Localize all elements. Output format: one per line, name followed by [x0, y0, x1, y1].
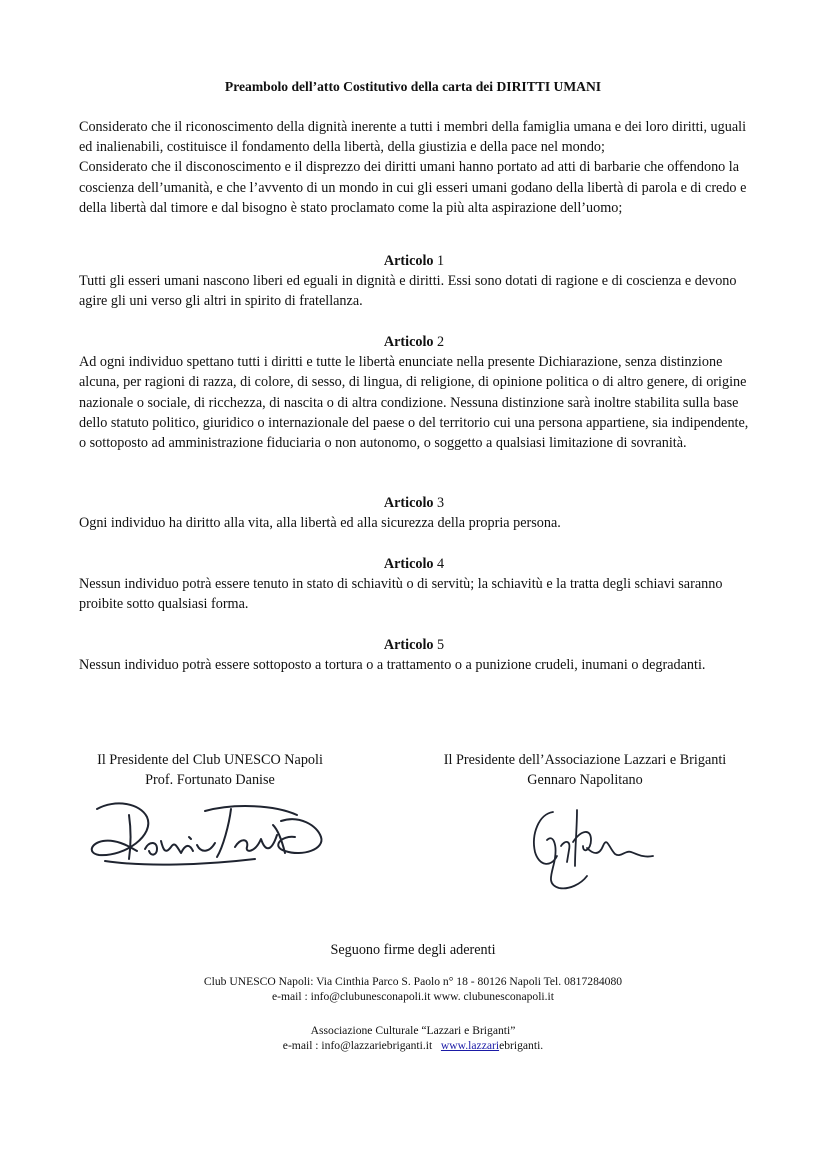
article-text: Nessun individuo potrà essere tenuto in stato di schiavitù o di servitù; la schiavitù e la tratta degli schiavi saranno proibite sotto qualsiasi forma.	[79, 576, 723, 613]
association-website-rest: ebriganti.	[499, 1039, 544, 1052]
footer-association-name: Associazione Culturale “Lazzari e Briganti”	[310, 1024, 516, 1037]
article-heading: Articolo 2	[383, 334, 445, 350]
preamble-paragraph-1: Considerato che il riconoscimento della dignità inerente a tutti i membri della famiglia umana e dei loro diritti, uguali ed inalienabili, costituisce il fondamento della libertà, della giustizia e della pace nel mondo;	[79, 119, 747, 156]
preamble	[79, 117, 749, 218]
article-heading: Articolo 5	[383, 637, 445, 653]
signature-block-right	[420, 750, 750, 791]
signatures-follow-note: Seguono firme degli aderenti	[330, 942, 496, 958]
association-website-link[interactable]: www.lazzari	[440, 1039, 500, 1052]
article-text: Nessun individuo potrà essere sottoposto a tortura o a trattamento o a punizione crudeli, inumani o degradanti.	[79, 657, 706, 674]
handwritten-signature-left	[85, 795, 335, 875]
signatory-role: Il Presidente del Club UNESCO Napoli	[97, 752, 323, 768]
footer-club-contact: e-mail : info@clubunesconapoli.it www. clubunesconapoli.it	[272, 990, 554, 1003]
footer-club-address: Club UNESCO Napoli: Via Cinthia Parco S. Paolo n° 18 - 80126 Napoli Tel. 0817284080	[203, 975, 623, 988]
article-4	[79, 554, 749, 615]
signature-block-left	[60, 750, 360, 791]
preamble-paragraph-2: Considerato che il disconoscimento e il disprezzo dei diritti umani hanno portato ad atti di barbarie che offendono la coscienza dell’umanità, e che l’avvento di un mondo in cui gli esseri umani godano della libertà di parola e di credo e della libertà dal timore e dal bisogno è stato proclamato come la più alta aspirazione dell’uomo;	[79, 159, 747, 216]
article-heading: Articolo 1	[383, 253, 445, 269]
article-text: Ad ogni individuo spettano tutti i diritti e tutte le libertà enunciate nella presente Dichiarazione, senza distinzione alcuna, per ragioni di razza, di colore, di sesso, di lingua, di religione, di opinione politica o di altro genere, di origine nazionale o sociale, di ricchezza, di nascita o di altra condizione. Nessuna distinzione sarà inoltre stabilita sulla base dello statuto politico, giuridico o internazionale del paese o del territorio cui una persona appartiene, sia indipendente, o sottoposto ad amministrazione fiduciaria o non autonomo, o soggetto a qualsiasi limitazione di sovranità.	[79, 354, 749, 452]
footer-association-contact	[0, 1038, 826, 1053]
article-1	[79, 251, 749, 312]
article-heading: Articolo 3	[383, 495, 445, 511]
document-title: Preambolo dell’atto Costitutivo della carta dei DIRITTI UMANI	[224, 79, 602, 94]
article-3	[79, 493, 749, 533]
article-5	[79, 635, 749, 675]
article-text: Tutti gli esseri umani nascono liberi ed eguali in dignità e diritti. Essi sono dotati di ragione e di coscienza e devono agire gli uni verso gli altri in spirito di fratellanza.	[79, 273, 737, 310]
association-email: e-mail : info@lazzariebriganti.it	[282, 1039, 433, 1052]
signatory-role: Il Presidente dell’Associazione Lazzari e Briganti	[443, 752, 727, 768]
article-heading: Articolo 4	[383, 556, 445, 572]
article-text: Ogni individuo ha diritto alla vita, alla libertà ed alla sicurezza della propria persona.	[79, 515, 561, 532]
signatory-name: Prof. Fortunato Danise	[145, 772, 275, 789]
article-2	[79, 332, 749, 453]
signatory-name: Gennaro Napolitano	[527, 772, 643, 789]
handwritten-signature-right	[525, 800, 660, 895]
